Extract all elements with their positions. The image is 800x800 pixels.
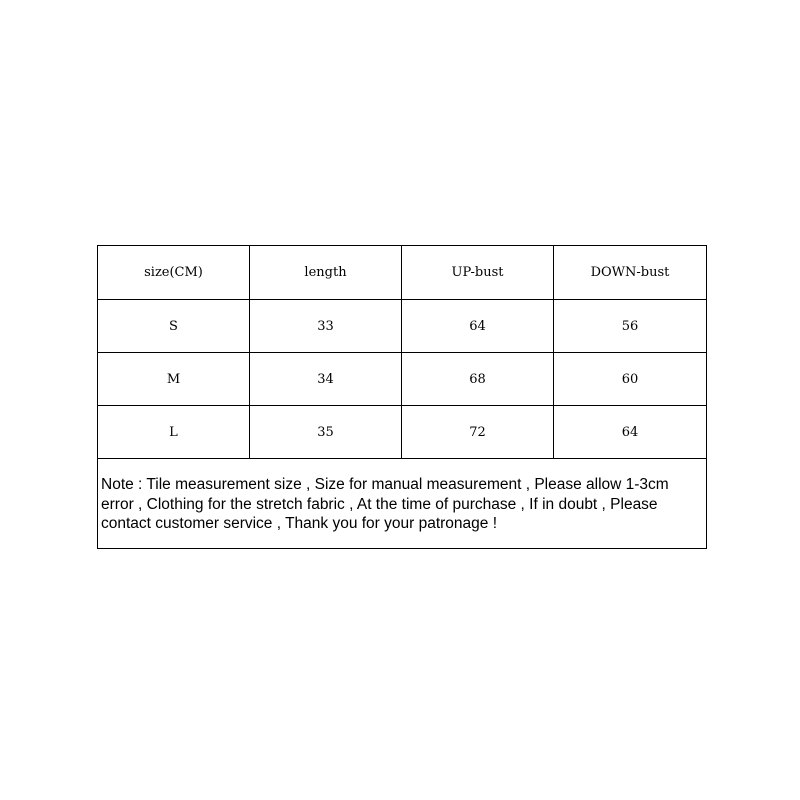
size-cell: S [98,300,250,353]
up-bust-cell: 68 [402,353,554,406]
length-cell: 34 [250,353,402,406]
header-size: size(CM) [98,246,250,300]
table-row [98,300,707,353]
size-cell: M [98,353,250,406]
note-row [98,459,707,549]
up-bust-cell: 72 [402,406,554,459]
size-cell: L [98,406,250,459]
down-bust-cell: 56 [554,300,707,353]
size-chart-table [97,245,707,549]
length-cell: 33 [250,300,402,353]
header-length: length [250,246,402,300]
header-up-bust: UP-bust [402,246,554,300]
measurement-note: Note : Tile measurement size , Size for manual measurement , Please allow 1-3cm error , Clothing for the stretch fabric , At the time of purchase , If in doubt , Please contact customer service , Thank you for your patronage ! [98,459,707,549]
up-bust-cell: 64 [402,300,554,353]
down-bust-cell: 64 [554,406,707,459]
length-cell: 35 [250,406,402,459]
table-row [98,406,707,459]
table-header-row [98,246,707,300]
header-down-bust: DOWN-bust [554,246,707,300]
down-bust-cell: 60 [554,353,707,406]
table-row [98,353,707,406]
